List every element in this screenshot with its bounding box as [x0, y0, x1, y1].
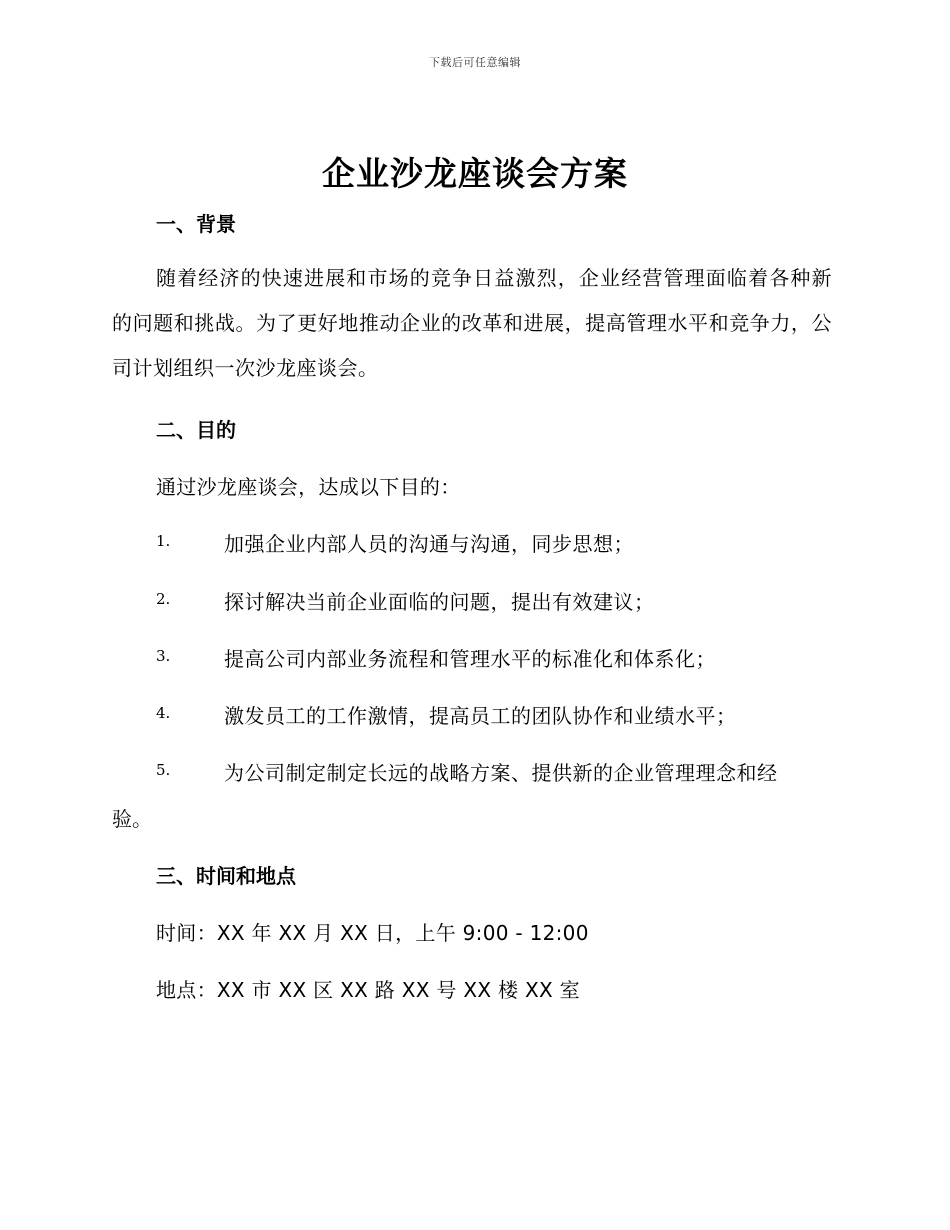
section-heading-background: 一、背景 [156, 212, 236, 236]
list-number: 1. [156, 532, 171, 550]
list-number: 4. [156, 704, 171, 722]
list-text: 加强企业内部人员的沟通与沟通，同步思想； [224, 532, 634, 556]
background-paragraph: 随着经济的快速进展和市场的竞争日益激烈，企业经营管理面临着各种新的问题和挑战。为了更好地推动企业的改革和进展，提高管理水平和竞争力，公司计划组织一次沙龙座谈会。 [112, 266, 832, 380]
list-number: 2. [156, 590, 171, 608]
time-line: 时间：XX 年 XX 月 XX 日，上午 9:00 - 12:00 [156, 921, 589, 945]
list-text: 探讨解决当前企业面临的问题，提出有效建议； [224, 590, 655, 614]
document-title: 企业沙龙座谈会方案 [322, 154, 628, 193]
list-text: 提高公司内部业务流程和管理水平的标准化和体系化； [224, 647, 716, 671]
list-number: 5. [156, 761, 171, 779]
list-text: 激发员工的工作激情，提高员工的团队协作和业绩水平； [224, 704, 737, 728]
purpose-intro: 通过沙龙座谈会，达成以下目的： [156, 475, 461, 499]
list-item-continuation: 验。 [112, 807, 152, 831]
list-number: 3. [156, 647, 171, 665]
place-line: 地点：XX 市 XX 区 XX 路 XX 号 XX 楼 XX 室 [156, 978, 580, 1002]
list-text: 为公司制定制定长远的战略方案、提供新的企业管理理念和经 [224, 761, 778, 785]
section-heading-purpose: 二、目的 [156, 418, 236, 442]
header-note: 下载后可任意编辑 [429, 56, 521, 69]
section-heading-time-place: 三、时间和地点 [156, 864, 296, 888]
